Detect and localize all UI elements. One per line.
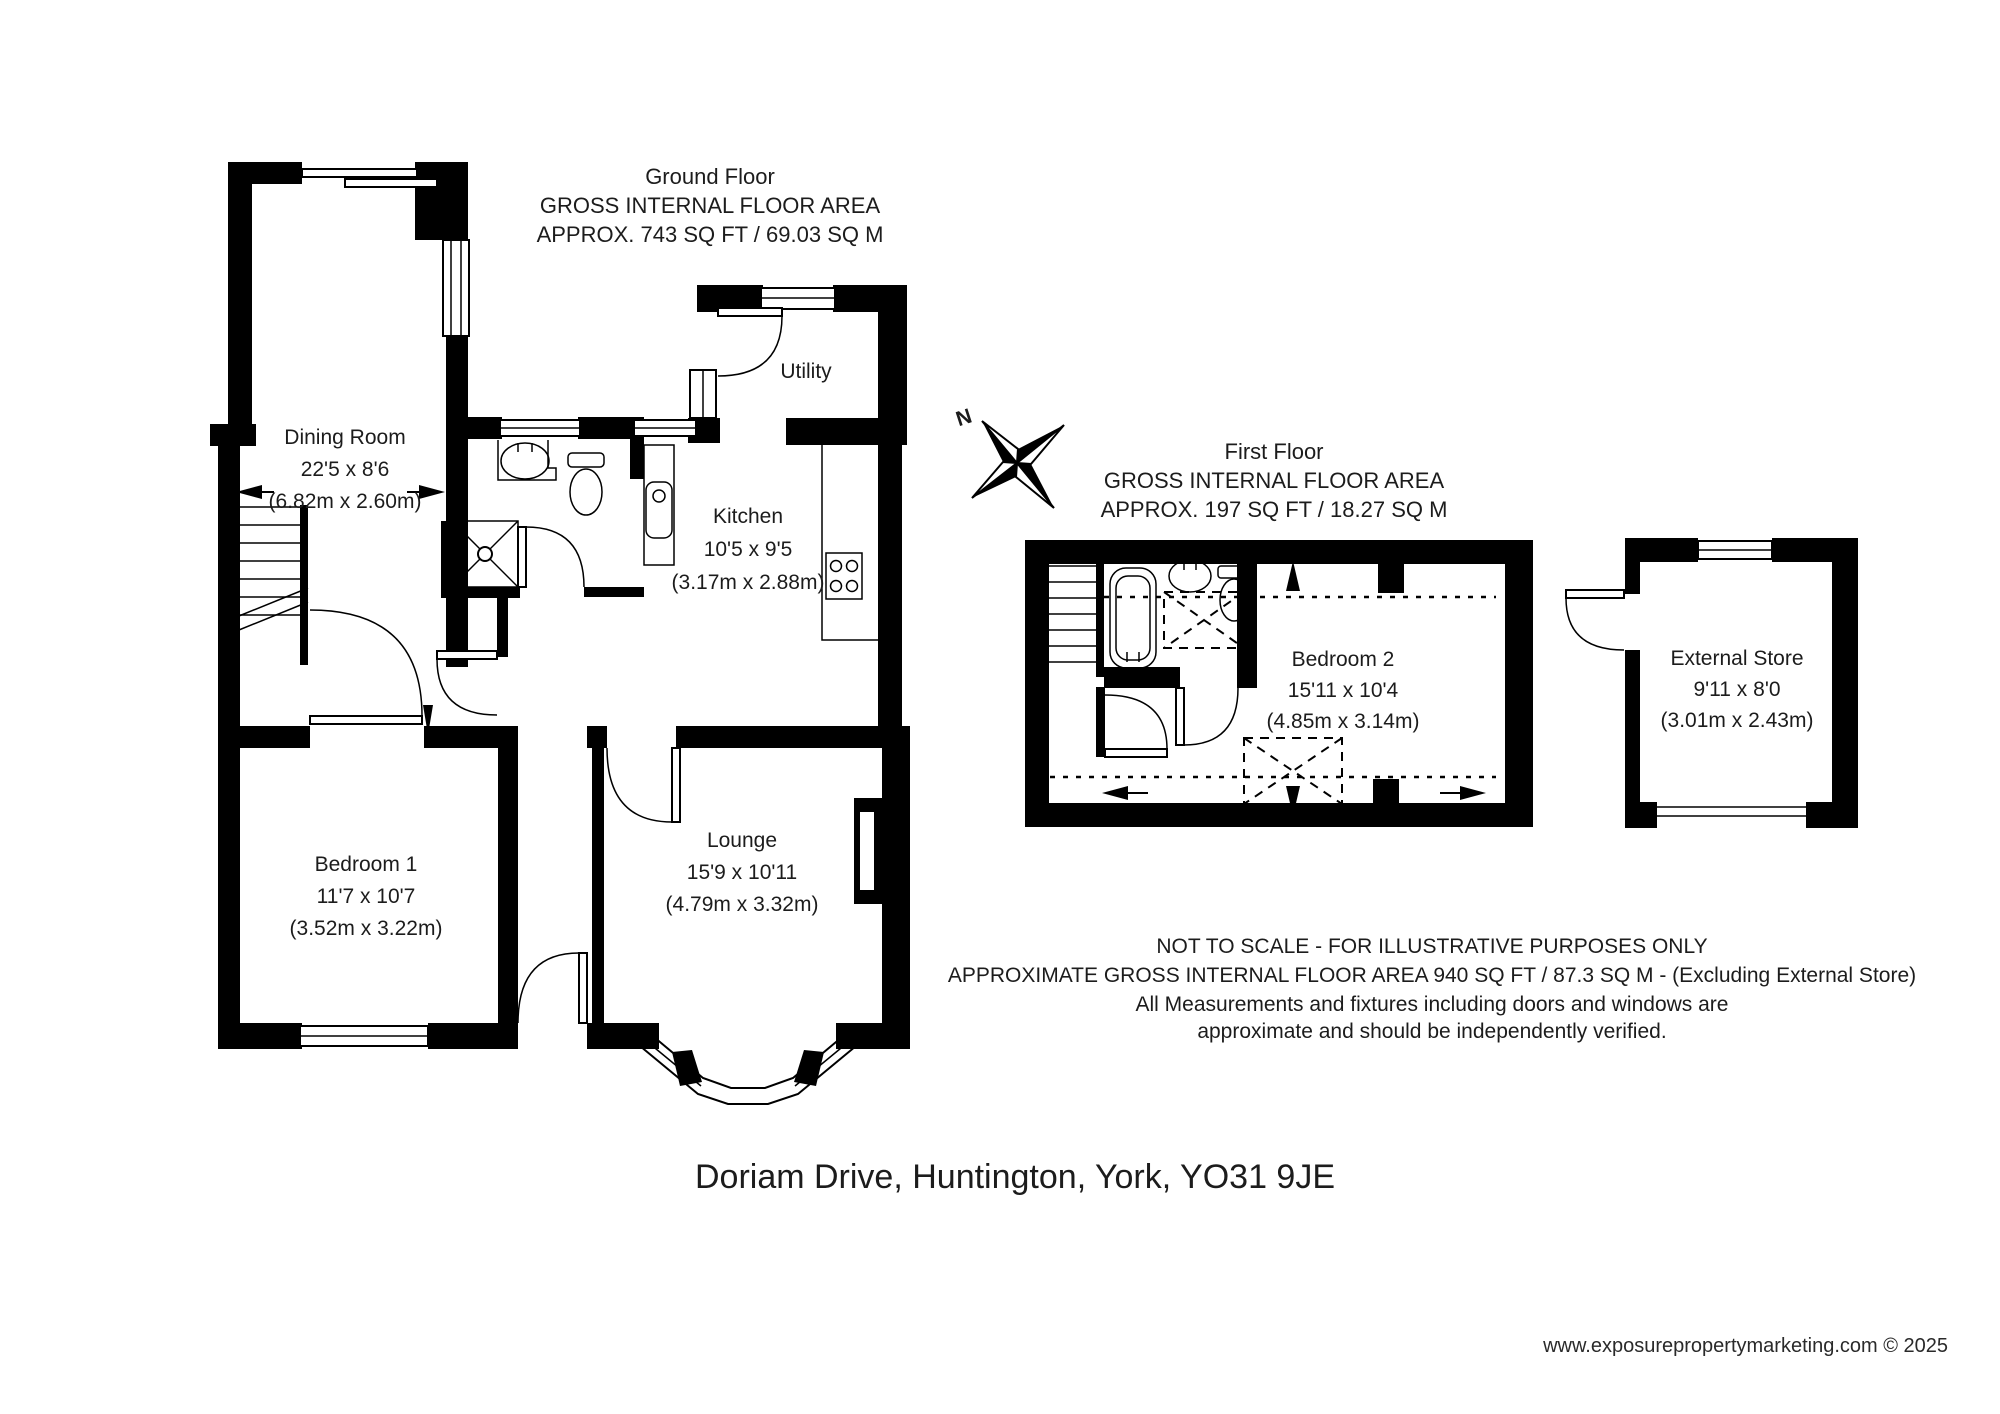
wc-door bbox=[518, 527, 584, 587]
kitchen-size-imperial: 10'5 x 9'5 bbox=[703, 538, 793, 561]
bedroom1-label: Bedroom 1 bbox=[314, 853, 418, 876]
ground-floor-title: Ground Floor bbox=[645, 164, 775, 189]
store-size-metric: (3.01m x 2.43m) bbox=[1660, 709, 1814, 732]
kitchen-label: Kitchen bbox=[712, 505, 784, 528]
first-floor-doors bbox=[1105, 561, 1300, 816]
store-bottom-opening bbox=[1657, 807, 1806, 816]
utility-door bbox=[718, 308, 782, 376]
bedroom1-door bbox=[310, 610, 422, 724]
ground-floor-stairs bbox=[234, 505, 308, 665]
wc-window-right bbox=[634, 420, 696, 436]
bathroom-sink-fixture bbox=[1169, 560, 1211, 592]
store-door bbox=[1566, 590, 1624, 650]
property-address: Doriam Drive, Huntington, York, YO31 9JE bbox=[694, 1158, 1336, 1196]
compass-north-label: N bbox=[953, 404, 975, 432]
bedroom2-size-metric: (4.85m x 3.14m) bbox=[1266, 710, 1420, 733]
first-floor-area: APPROX. 197 SQ FT / 18.27 SQ M bbox=[1100, 497, 1448, 522]
ground-floor-fixtures bbox=[452, 440, 878, 640]
lounge-size-metric: (4.79m x 3.32m) bbox=[665, 893, 819, 916]
lounge-label: Lounge bbox=[706, 829, 778, 852]
bedroom1-window bbox=[300, 1026, 428, 1046]
store-label: External Store bbox=[1670, 647, 1804, 670]
utility-window bbox=[761, 288, 835, 309]
bedroom1-size-metric: (3.52m x 3.22m) bbox=[289, 917, 443, 940]
dining-side-window bbox=[443, 240, 469, 336]
kitchen-size-metric: (3.17m x 2.88m) bbox=[671, 571, 825, 594]
bedroom2-label: Bedroom 2 bbox=[1291, 648, 1395, 671]
wc-toilet-fixture bbox=[568, 453, 604, 515]
utility-label: Utility bbox=[780, 360, 832, 383]
lounge-door bbox=[607, 748, 680, 822]
disclaimer-line-4: approximate and should be independently verified. bbox=[1197, 1020, 1667, 1043]
bath-fixture bbox=[1110, 568, 1156, 668]
wc-window-left bbox=[500, 420, 580, 436]
kitchen-sink-fixture bbox=[646, 482, 672, 538]
disclaimer-line-1: NOT TO SCALE - FOR ILLUSTRATIVE PURPOSES ONLY bbox=[1156, 935, 1708, 958]
front-door bbox=[518, 953, 587, 1023]
bay-window bbox=[640, 1032, 856, 1104]
bedroom1-size-imperial: 11'7 x 10'7 bbox=[316, 885, 416, 908]
wc-sink-fixture bbox=[498, 440, 556, 480]
disclaimer-line-3: All Measurements and fixtures including doors and windows are bbox=[1135, 993, 1729, 1016]
bathroom-shower-outline bbox=[1164, 592, 1244, 648]
first-floor-title: First Floor bbox=[1224, 439, 1324, 464]
compass-icon bbox=[953, 405, 1064, 508]
hob-fixture bbox=[826, 553, 862, 599]
door-arrow-up bbox=[1286, 561, 1300, 591]
ground-floor-area: APPROX. 743 SQ FT / 69.03 SQ M bbox=[536, 222, 884, 247]
footer-credit: www.exposurepropertymarketing.com © 2025 bbox=[1543, 1335, 1948, 1357]
first-floor-stairs bbox=[1049, 566, 1096, 662]
store-window bbox=[1698, 541, 1772, 559]
lounge-size-imperial: 15'9 x 10'11 bbox=[686, 861, 798, 884]
first-floor-walls bbox=[1025, 540, 1533, 827]
disclaimer-line-2: APPROXIMATE GROSS INTERNAL FLOOR AREA 940 SQ FT / 87.3 SQ M - (Excluding External Store) bbox=[947, 964, 1917, 987]
dining-top-window bbox=[302, 169, 437, 187]
bedroom2-door bbox=[1105, 695, 1167, 757]
first-floor-subtitle: GROSS INTERNAL FLOOR AREA bbox=[1103, 468, 1445, 493]
first-floor-plan bbox=[1025, 540, 1533, 827]
dining-room-label: Dining Room bbox=[284, 426, 406, 449]
ground-floor-plan bbox=[210, 162, 910, 1104]
dining-room-size-imperial: 22'5 x 8'6 bbox=[300, 458, 390, 481]
store-size-imperial: 9'11 x 8'0 bbox=[1693, 678, 1781, 701]
ground-floor-subtitle: GROSS INTERNAL FLOOR AREA bbox=[539, 193, 881, 218]
bathroom-door bbox=[1176, 688, 1238, 745]
bedroom2-size-imperial: 15'11 x 10'4 bbox=[1287, 679, 1399, 702]
utility-side-window bbox=[690, 370, 716, 418]
external-store-plan bbox=[1566, 538, 1858, 828]
dining-room-size-metric: (6.82m x 2.60m) bbox=[268, 490, 422, 513]
